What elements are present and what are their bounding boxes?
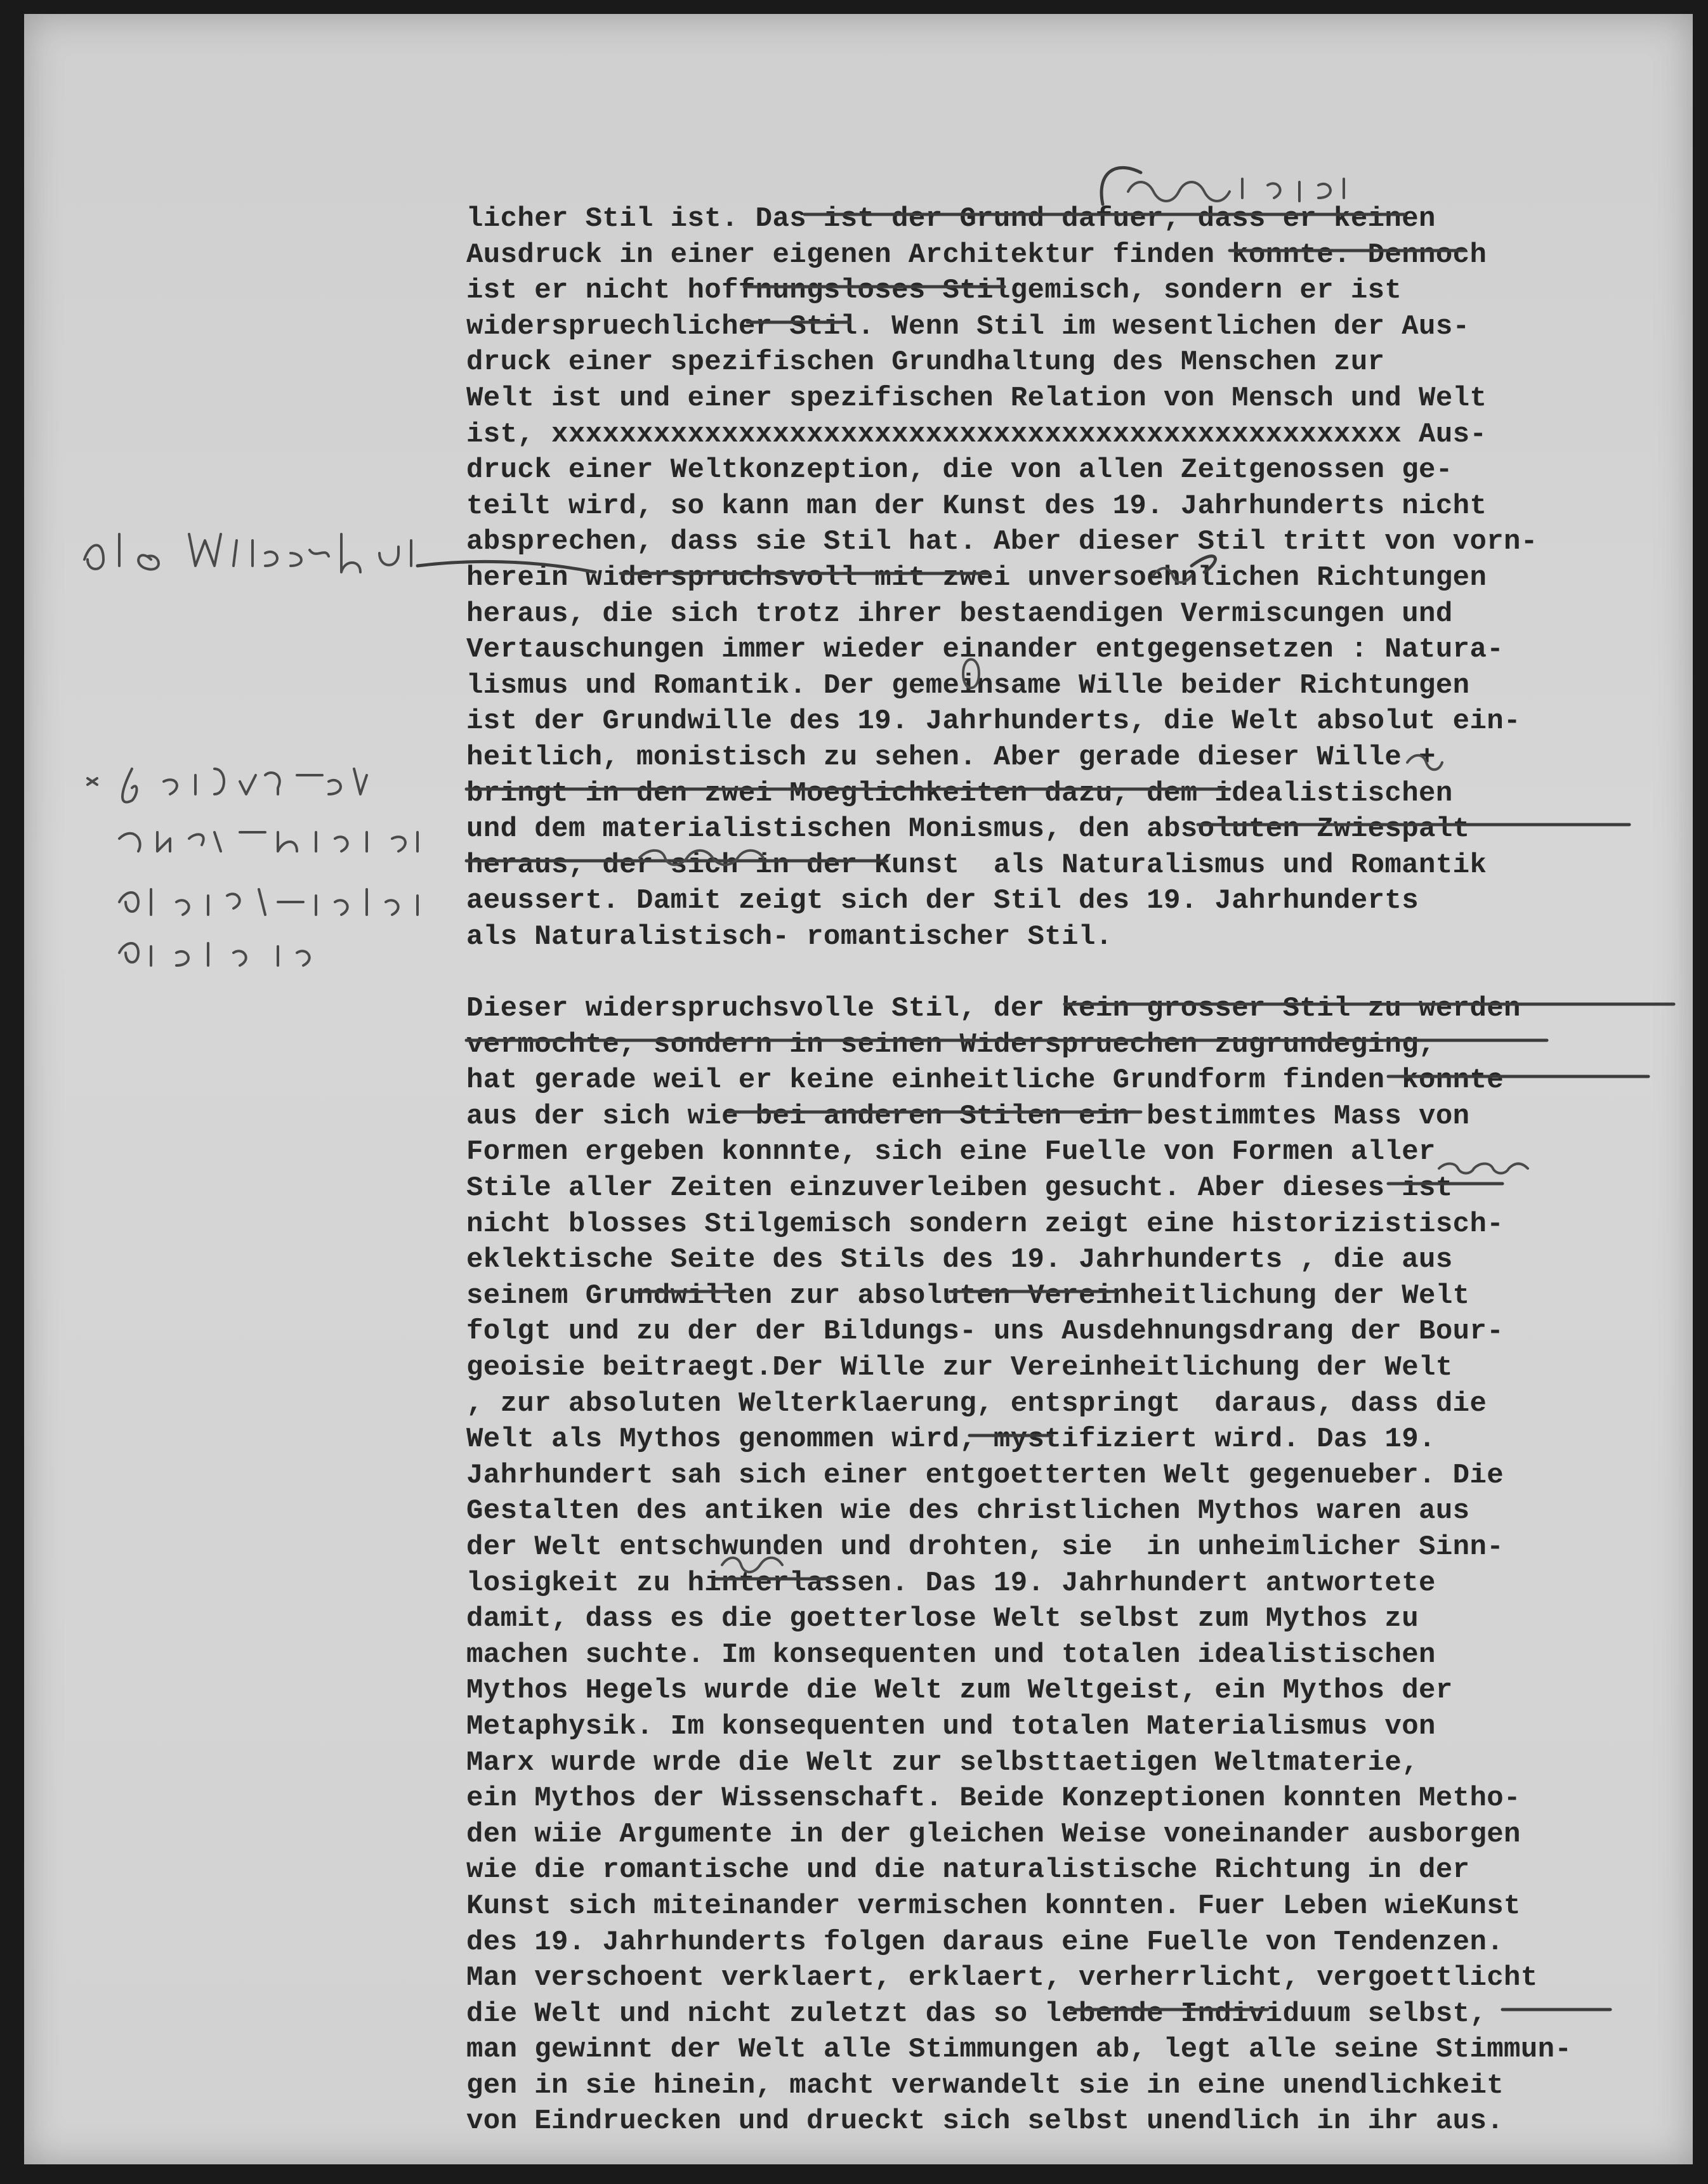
text-line: teilt wird, so kann man der Kunst des 19. Jahrhunderts nicht bbox=[466, 490, 1487, 522]
text-line: aeussert. Damit zeigt sich der Stil des 19. Jahrhunderts bbox=[466, 885, 1419, 917]
margin-scribbles bbox=[24, 14, 1693, 2164]
text-line: des 19. Jahrhunderts folgen daraus eine Fuelle von Tendenzen. bbox=[466, 1926, 1504, 1958]
text-line: der Welt entschwunden und drohten, sie in unheimlicher Sinn- bbox=[466, 1531, 1504, 1563]
text-line: ist, xxxxxxxxxxxxxxxxxxxxxxxxxxxxxxxxxxxxxxxxxxxxxxxxxx Aus- bbox=[466, 418, 1487, 450]
text-line: ist der Grundwille des 19. Jahrhunderts, die Welt absolut ein- bbox=[466, 705, 1521, 738]
text-line: die Welt und nicht zuletzt das so lebende Individuum selbst, bbox=[466, 1998, 1487, 2030]
scribble-9 bbox=[1439, 1164, 1528, 1174]
scribble-8 bbox=[1153, 568, 1192, 583]
text-line: ein Mythos der Wissenschaft. Beide Konzeptionen konnten Metho- bbox=[466, 1782, 1521, 1815]
text-line: hat gerade weil er keine einheitliche Grundform finden konnte bbox=[466, 1064, 1504, 1097]
text-line: bringt in den zwei Moeglichkeiten dazu, dem idealistischen bbox=[466, 777, 1453, 809]
text-line: damit, dass es die goetterlose Welt selbst zum Mythos zu bbox=[466, 1603, 1419, 1635]
scribble-3 bbox=[119, 832, 417, 851]
text-line: Mythos Hegels wurde die Welt zum Weltgeist, ein Mythos der bbox=[466, 1675, 1453, 1707]
text-line: machen suchte. Im konsequenten und totalen idealistischen bbox=[466, 1638, 1436, 1671]
text-line: folgt und zu der der Bildungs- uns Ausdehnungsdrang der Bour- bbox=[466, 1316, 1504, 1348]
text-line: Kunst sich miteinander vermischen konnten. Fuer Leben wieKunst bbox=[466, 1890, 1521, 1922]
text-line: man gewinnt der Welt alle Stimmungen ab, legt alle seine Stimmun- bbox=[466, 2034, 1572, 2066]
scribble-4 bbox=[119, 889, 417, 915]
text-line: Welt ist und einer spezifischen Relation von Mensch und Welt bbox=[466, 382, 1487, 414]
text-line: nicht blosses Stilgemisch sondern zeigt eine historizistisch- bbox=[466, 1208, 1504, 1240]
text-line: herein widerspruchsvoll mit zwei unversoehnlichen Richtungen bbox=[466, 561, 1487, 594]
text-line: widerspruechlicher Stil. Wenn Stil im wesentlichen der Aus- bbox=[466, 310, 1470, 343]
text-line: und dem materialistischen Monismus, den absoluten Zwiespalt bbox=[466, 813, 1470, 846]
scribble-5 bbox=[119, 943, 310, 965]
text-line: aus der sich wie bei anderen Stilen ein bestimmtes Mass von bbox=[466, 1100, 1470, 1132]
text-line: den wiie Argumente in der gleichen Weise voneinander ausborgen bbox=[466, 1818, 1521, 1850]
text-line: von Eindruecken und drueckt sich selbst unendlich in ihr aus. bbox=[466, 2105, 1504, 2138]
text-line: Metaphysik. Im konsequenten und totalen Materialismus von bbox=[466, 1710, 1436, 1743]
text-line: heraus, die sich trotz ihrer bestaendigen Vermiscungen und bbox=[466, 598, 1453, 630]
text-line: wie die romantische und die naturalistische Richtung in der bbox=[466, 1854, 1470, 1886]
text-line: absprechen, dass sie Stil hat. Aber dieser Stil tritt von vorn- bbox=[466, 526, 1538, 558]
text-line: Dieser widerspruchsvolle Stil, der kein grosser Stil zu werden bbox=[466, 993, 1521, 1025]
text-line: Stile aller Zeiten einzuverleiben gesucht. Aber dieses ist bbox=[466, 1172, 1453, 1205]
text-line: Formen ergeben konnnte, sich eine Fuelle von Formen aller bbox=[466, 1136, 1436, 1168]
scribble-2 bbox=[88, 769, 367, 802]
text-line: Man verschoent verklaert, erklaert, verherrlicht, vergoettlicht bbox=[466, 1962, 1538, 1994]
text-line: losigkeit zu hinterlassen. Das 19. Jahrhundert antwortete bbox=[466, 1567, 1436, 1599]
text-line: heitlich, monistisch zu sehen. Aber gerade dieser Wille + bbox=[466, 741, 1436, 773]
text-line: ist er nicht hoffnungsloses Stilgemisch, sondern er ist bbox=[466, 275, 1402, 307]
scribble-7 bbox=[640, 851, 763, 865]
text-line: Jahrhundert sah sich einer entgoetterten Welt gegenueber. Die bbox=[466, 1459, 1504, 1491]
scribble-1 bbox=[84, 534, 411, 572]
typewritten-page bbox=[24, 14, 1693, 2164]
text-line: licher Stil ist. Das ist der Grund dafuer, dass er keinen bbox=[466, 203, 1436, 235]
text-line: Vertauschungen immer wieder einander entgegensetzen : Natura- bbox=[466, 634, 1504, 666]
text-line: Welt als Mythos genommen wird, mystifiziert wird. Das 19. bbox=[466, 1423, 1436, 1456]
text-line: gen in sie hinein, macht verwandelt sie in eine unendlichkeit bbox=[466, 2069, 1504, 2102]
scribble-11 bbox=[1407, 755, 1442, 770]
scribble-12 bbox=[963, 660, 979, 688]
text-line: lismus und Romantik. Der gemeinsame Wille beider Richtungen bbox=[466, 669, 1470, 702]
text-line: seinem Grundwillen zur absoluten Vereinheitlichung der Welt bbox=[466, 1279, 1470, 1312]
text-line: druck einer spezifischen Grundhaltung des Menschen zur bbox=[466, 346, 1385, 379]
text-line: Ausdruck in einer eigenen Architektur finden konnte. Dennoch bbox=[466, 239, 1487, 271]
text-line: Marx wurde wrde die Welt zur selbsttaetigen Weltmaterie, bbox=[466, 1746, 1419, 1779]
text-line: Gestalten des antiken wie des christlichen Mythos waren aus bbox=[466, 1495, 1470, 1527]
scribble-10 bbox=[722, 1558, 782, 1573]
text-line: druck einer Weltkonzeption, die von allen Zeitgenossen ge- bbox=[466, 454, 1453, 487]
scribble-6 bbox=[1128, 179, 1344, 201]
text-line: als Naturalistisch- romantischer Stil. bbox=[466, 920, 1113, 953]
text-line: geoisie beitraegt.Der Wille zur Vereinheitlichung der Welt bbox=[466, 1352, 1453, 1383]
text-line: vermochte, sondern in seinen Widerspruechen zugrundeging, bbox=[466, 1028, 1436, 1061]
text-line: eklektische Seite des Stils des 19. Jahrhunderts , die aus bbox=[466, 1244, 1453, 1276]
text-line: , zur absoluten Welterklaerung, entspringt daraus, dass die bbox=[466, 1387, 1487, 1420]
text-line: heraus, der sich in der Kunst als Naturalismus und Romantik bbox=[466, 849, 1487, 881]
